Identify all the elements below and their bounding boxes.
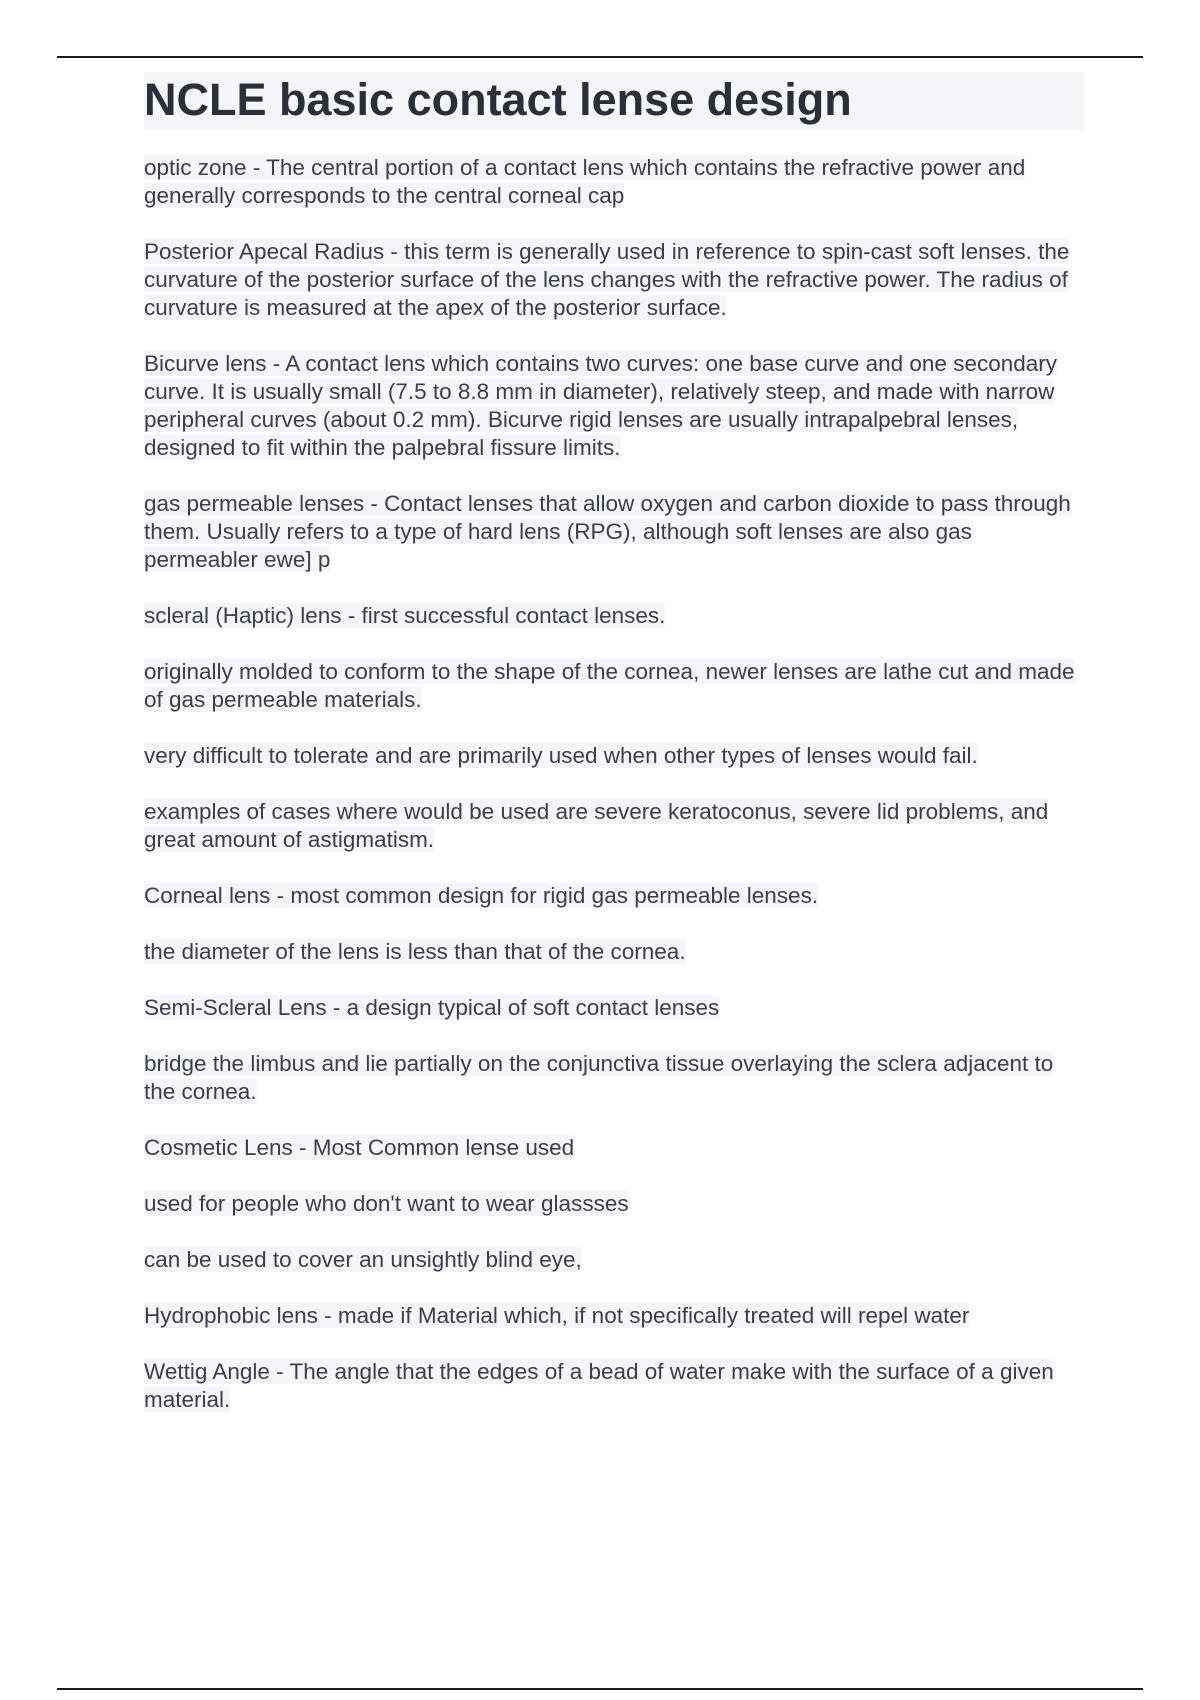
entry-text: gas permeable lenses - Contact lenses that allow oxygen and carbon dioxide to pass through them. Usually refers to a type of hard lens (RPG), although soft lenses are also gas permeabler ewe] p bbox=[144, 491, 1071, 572]
entry-text: examples of cases where would be used are severe keratoconus, severe lid problems, and great amount of astigmatism. bbox=[144, 799, 1049, 852]
entry-scleral-tolerate bbox=[144, 742, 1084, 770]
entry-text: bridge the limbus and lie partially on the conjunctiva tissue overlaying the sclera adjacent to the cornea. bbox=[144, 1051, 1054, 1104]
entry-text: originally molded to conform to the shape of the cornea, newer lenses are lathe cut and made of gas permeable materials. bbox=[144, 659, 1075, 712]
document-body bbox=[144, 72, 1084, 1442]
entry-text: used for people who don't want to wear glassses bbox=[144, 1191, 629, 1216]
entry-text: Wettig Angle - The angle that the edges of a bead of water make with the surface of a given material. bbox=[144, 1359, 1054, 1412]
entry-cosmetic-lens bbox=[144, 1134, 1084, 1162]
top-divider bbox=[57, 56, 1143, 58]
entry-corneal-lens bbox=[144, 882, 1084, 910]
entry-gas-permeable-lenses bbox=[144, 490, 1084, 574]
entry-corneal-diameter bbox=[144, 938, 1084, 966]
entry-posterior-apical-radius bbox=[144, 238, 1084, 322]
entry-semi-scleral-limbus bbox=[144, 1050, 1084, 1106]
entry-semi-scleral-lens bbox=[144, 994, 1084, 1022]
entry-scleral-lens bbox=[144, 602, 1084, 630]
entry-wetting-angle bbox=[144, 1358, 1084, 1414]
entry-text: Corneal lens - most common design for rigid gas permeable lenses. bbox=[144, 883, 819, 908]
entry-text: optic zone - The central portion of a contact lens which contains the refractive power and generally corresponds to the central corneal cap bbox=[144, 155, 1026, 208]
entry-optic-zone bbox=[144, 154, 1084, 210]
entry-text: Hydrophobic lens - made if Material which, if not specifically treated will repel water bbox=[144, 1303, 970, 1328]
entry-text: Semi-Scleral Lens - a design typical of soft contact lenses bbox=[144, 995, 720, 1020]
entry-cosmetic-blind-eye bbox=[144, 1246, 1084, 1274]
title-block bbox=[144, 72, 1084, 130]
entry-hydrophobic-lens bbox=[144, 1302, 1084, 1330]
entry-text: Cosmetic Lens - Most Common lense used bbox=[144, 1135, 575, 1160]
entry-text: scleral (Haptic) lens - first successful contact lenses. bbox=[144, 603, 666, 628]
entry-scleral-molded bbox=[144, 658, 1084, 714]
entry-text: can be used to cover an unsightly blind eye, bbox=[144, 1247, 582, 1272]
entry-text: Posterior Apecal Radius - this term is generally used in reference to spin-cast soft lenses. the curvature of the posterior surface of the lens changes with the refractive power. The radius of curvature is measured at the apex of the posterior surface. bbox=[144, 239, 1070, 320]
entry-scleral-examples bbox=[144, 798, 1084, 854]
bottom-divider bbox=[57, 1688, 1143, 1690]
entry-cosmetic-people bbox=[144, 1190, 1084, 1218]
entry-text: Bicurve lens - A contact lens which contains two curves: one base curve and one secondary curve. It is usually small (7.5 to 8.8 mm in diameter), relatively steep, and made with narrow peripheral curves (about 0.2 mm). Bicurve rigid lenses are usually intrapalpebral lenses, designed to fit within the palpebral fissure limits. bbox=[144, 351, 1058, 460]
entry-bicurve-lens bbox=[144, 350, 1084, 462]
entry-text: very difficult to tolerate and are primarily used when other types of lenses would fail. bbox=[144, 743, 978, 768]
entry-text: the diameter of the lens is less than that of the cornea. bbox=[144, 939, 686, 964]
page-title: NCLE basic contact lense design bbox=[144, 74, 852, 125]
